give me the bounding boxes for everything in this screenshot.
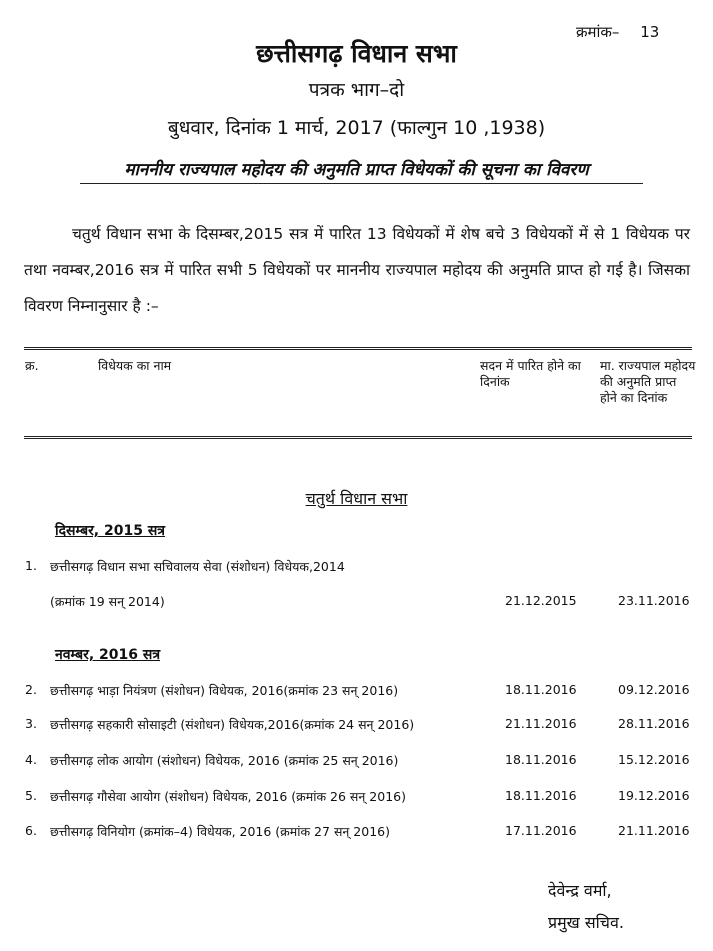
bill-number: 3. xyxy=(25,716,37,731)
bill-assent-date: 15.12.2016 xyxy=(618,752,690,767)
col-header-num: क्र. xyxy=(25,358,39,373)
bill-number: 4. xyxy=(25,752,37,767)
col-header-name: विधेयक का नाम xyxy=(98,358,172,373)
bill-assent-date: 23.11.2016 xyxy=(618,593,690,608)
bill-name: छत्तीसगढ़ विनियोग (क्रमांक–4) विधेयक, 2016 (क्रमांक 27 सन् 2016) xyxy=(50,824,390,839)
document-heading: माननीय राज्यपाल महोदय की अनुमति प्राप्त विधेयकों की सूचना का विवरण xyxy=(124,160,589,180)
signatory-designation: प्रमुख सचिव. xyxy=(548,913,624,932)
bill-number: 5. xyxy=(25,788,37,803)
bill-name: छत्तीसगढ़ विधान सभा सचिवालय सेवा (संशोधन) विधेयक,2014 xyxy=(50,559,345,574)
bill-name: छत्तीसगढ़ सहकारी सोसाइटी (संशोधन) विधेयक,2016(क्रमांक 24 सन् 2016) xyxy=(50,717,415,732)
bill-assent-date: 19.12.2016 xyxy=(618,788,690,803)
col-header-passed: सदन में पारित होने का दिनांक xyxy=(480,358,581,389)
bill-passed-date: 18.11.2016 xyxy=(505,682,577,697)
signatory-name: देवेन्द्र वर्मा, xyxy=(548,881,612,900)
table-top-rule xyxy=(24,347,692,350)
bill-assent-date: 21.11.2016 xyxy=(618,823,690,838)
bill-assent-date: 09.12.2016 xyxy=(618,682,690,697)
col-header-assent: मा. राज्यपाल महोदय की अनुमति प्राप्त होने का दिनांक xyxy=(600,358,696,405)
bill-passed-date: 17.11.2016 xyxy=(505,823,577,838)
page-title: छत्तीसगढ़ विधान सभा xyxy=(256,39,457,68)
page-subtitle: पत्रक भाग–दो xyxy=(308,79,405,101)
bill-name-line2: (क्रमांक 19 सन् 2014) xyxy=(50,594,165,609)
bill-number: 6. xyxy=(25,823,37,838)
session-title: नवम्बर, 2016 सत्र xyxy=(55,647,161,663)
bill-name: छत्तीसगढ़ गौसेवा आयोग (संशोधन) विधेयक, 2016 (क्रमांक 26 सन् 2016) xyxy=(50,789,406,804)
document-date: बुधवार, दिनांक 1 मार्च, 2017 (फाल्गुन 10 ,1938) xyxy=(167,117,546,139)
bill-name: छत्तीसगढ़ लोक आयोग (संशोधन) विधेयक, 2016 (क्रमांक 25 सन् 2016) xyxy=(50,753,399,768)
serial-label-text: क्रमांक– xyxy=(576,23,620,41)
bill-assent-date: 28.11.2016 xyxy=(618,716,690,731)
heading-underline xyxy=(80,183,643,184)
table-header-bottom-rule xyxy=(24,436,692,439)
bill-number: 2. xyxy=(25,682,37,697)
bill-name: छत्तीसगढ़ भाड़ा नियंत्रण (संशोधन) विधेयक, 2016(क्रमांक 23 सन् 2016) xyxy=(50,683,399,698)
serial-number: 13 xyxy=(640,23,660,41)
session-title: दिसम्बर, 2015 सत्र xyxy=(55,523,166,539)
bill-number: 1. xyxy=(25,558,37,573)
bill-passed-date: 21.11.2016 xyxy=(505,716,577,731)
section-title: चतुर्थ विधान सभा xyxy=(305,489,408,508)
bill-passed-date: 18.11.2016 xyxy=(505,752,577,767)
bill-passed-date: 18.11.2016 xyxy=(505,788,577,803)
intro-paragraph: चतुर्थ विधान सभा के दिसम्बर,2015 सत्र में पारित 13 विधेयकों में शेष बचे 3 विधेयकों में से 1 विधेयक पर तथा नवम्बर,2016 सत्र में पारित सभी 5 विधेयकों पर माननीय राज्यपाल महोदय की अनुमति प्राप्त हो गई है। जिसका विवरण निम्नानुसार है :– xyxy=(24,225,690,315)
bill-passed-date: 21.12.2015 xyxy=(505,593,577,608)
